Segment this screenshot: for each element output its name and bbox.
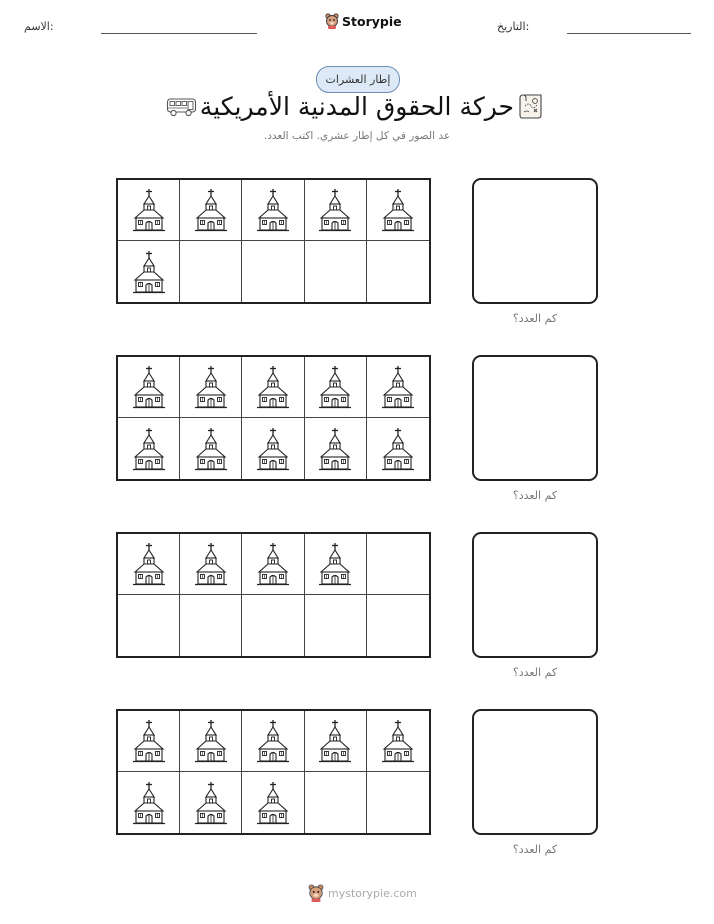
ten-frame-2 xyxy=(116,355,431,481)
name-label: الاسم: xyxy=(24,20,54,33)
footer-url: mystorypie.com xyxy=(328,886,417,900)
date-label: التاريخ: xyxy=(497,20,530,33)
ten-frame-3 xyxy=(116,532,431,658)
ten-frame-cell xyxy=(305,241,367,302)
church-icon xyxy=(132,719,166,763)
ten-frame-cell xyxy=(367,711,429,772)
ten-frame-cell xyxy=(367,241,429,302)
worksheet-type-badge: إطار العشرات xyxy=(316,66,400,93)
church-icon xyxy=(194,365,228,409)
church-icon xyxy=(194,719,228,763)
ten-frame-cell xyxy=(118,241,180,302)
ten-frame-cell xyxy=(242,418,304,479)
ten-frame-1 xyxy=(116,178,431,304)
church-icon xyxy=(256,365,290,409)
church-icon xyxy=(381,188,415,232)
church-icon xyxy=(194,427,228,471)
how-many-prompt-3: كم العدد؟ xyxy=(512,666,558,679)
church-icon xyxy=(132,427,166,471)
ten-frame-cell xyxy=(367,772,429,833)
ten-frame-cell xyxy=(180,711,242,772)
page-title: حركة الحقوق المدنية الأمريكية xyxy=(199,92,514,121)
ten-frame-cell xyxy=(305,772,367,833)
ten-frame-cell xyxy=(367,180,429,241)
ten-frame-cell xyxy=(118,357,180,418)
church-icon xyxy=(318,719,352,763)
ten-frame-cell xyxy=(305,534,367,595)
church-icon xyxy=(318,365,352,409)
ten-frame-cell xyxy=(305,180,367,241)
ten-frame-cell xyxy=(242,180,304,241)
church-icon xyxy=(194,781,228,825)
instructions: عد الصور في كل إطار عشري. اكتب العدد. xyxy=(263,130,451,142)
answer-box-1[interactable] xyxy=(472,178,598,304)
ten-frame-cell xyxy=(242,595,304,656)
ten-frame-4 xyxy=(116,709,431,835)
map-icon xyxy=(517,93,545,121)
church-icon xyxy=(318,542,352,586)
ten-frame-cell xyxy=(118,772,180,833)
church-icon xyxy=(132,250,166,294)
ten-frame-cell xyxy=(118,711,180,772)
bear-mascot-icon xyxy=(308,884,324,902)
ten-frame-cell xyxy=(305,711,367,772)
church-icon xyxy=(194,188,228,232)
ten-frame-cell xyxy=(242,534,304,595)
ten-frame-cell xyxy=(180,418,242,479)
church-icon xyxy=(318,188,352,232)
ten-frame-cell xyxy=(180,357,242,418)
church-icon xyxy=(132,365,166,409)
brand-logo xyxy=(325,13,402,29)
church-icon xyxy=(256,781,290,825)
answer-box-4[interactable] xyxy=(472,709,598,835)
church-icon xyxy=(256,542,290,586)
ten-frame-cell xyxy=(242,241,304,302)
ten-frame-cell xyxy=(305,595,367,656)
how-many-prompt-1: كم العدد؟ xyxy=(512,312,558,325)
ten-frame-cell xyxy=(180,241,242,302)
ten-frame-cell xyxy=(180,595,242,656)
ten-frame-cell xyxy=(118,180,180,241)
answer-box-3[interactable] xyxy=(472,532,598,658)
footer xyxy=(308,884,417,902)
church-icon xyxy=(318,427,352,471)
how-many-prompt-4: كم العدد؟ xyxy=(512,843,558,856)
date-write-line[interactable] xyxy=(567,33,691,34)
bear-mascot-icon xyxy=(325,13,339,29)
ten-frame-cell xyxy=(180,180,242,241)
answer-box-2[interactable] xyxy=(472,355,598,481)
ten-frame-cell xyxy=(367,595,429,656)
church-icon xyxy=(132,542,166,586)
church-icon xyxy=(256,427,290,471)
how-many-prompt-2: كم العدد؟ xyxy=(512,489,558,502)
ten-frame-cell xyxy=(367,357,429,418)
ten-frame-cell xyxy=(242,357,304,418)
ten-frame-cell xyxy=(118,534,180,595)
ten-frame-cell xyxy=(367,534,429,595)
bus-icon xyxy=(166,96,198,118)
ten-frame-cell xyxy=(367,418,429,479)
church-icon xyxy=(381,365,415,409)
church-icon xyxy=(381,719,415,763)
brand-name: Storypie xyxy=(342,13,402,29)
ten-frame-cell xyxy=(305,418,367,479)
church-icon xyxy=(132,188,166,232)
ten-frame-cell xyxy=(118,595,180,656)
ten-frame-cell xyxy=(118,418,180,479)
ten-frame-cell xyxy=(180,772,242,833)
church-icon xyxy=(194,542,228,586)
church-icon xyxy=(132,781,166,825)
church-icon xyxy=(381,427,415,471)
name-write-line[interactable] xyxy=(101,33,257,34)
ten-frame-cell xyxy=(242,711,304,772)
ten-frame-cell xyxy=(180,534,242,595)
church-icon xyxy=(256,188,290,232)
church-icon xyxy=(256,719,290,763)
ten-frame-cell xyxy=(242,772,304,833)
ten-frame-cell xyxy=(305,357,367,418)
